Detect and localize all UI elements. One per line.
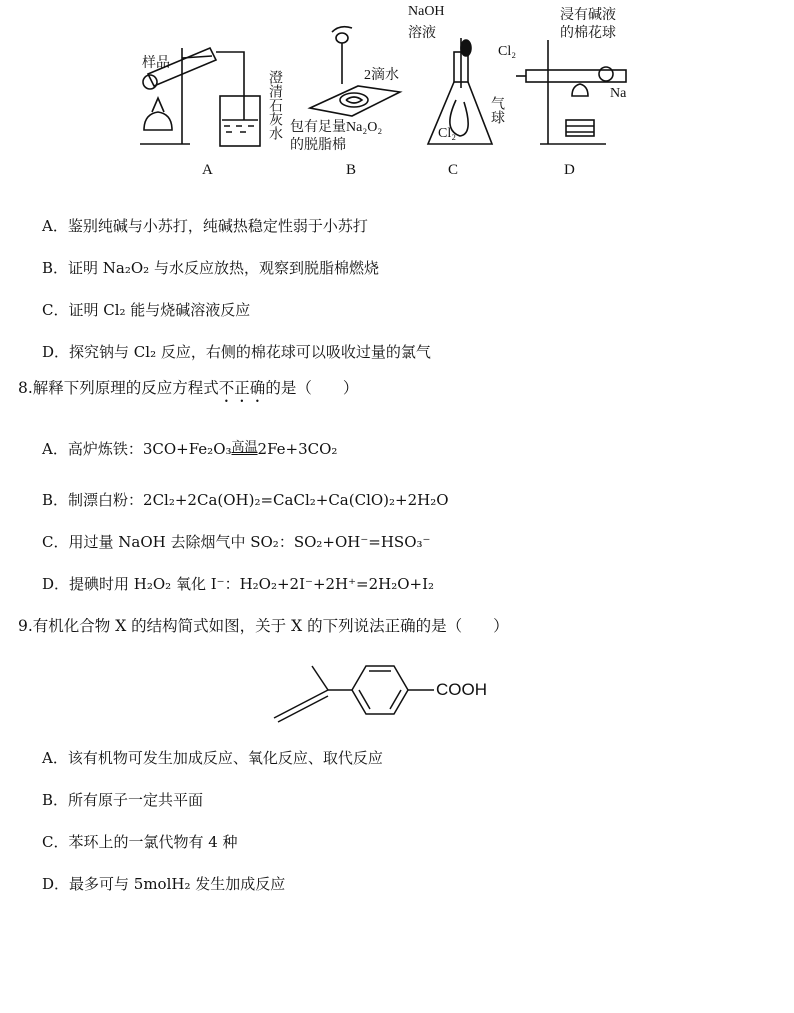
q8-stem-emphasis: 不正确 — [218, 379, 266, 397]
q8-stem-after: 的是（ ） — [265, 379, 359, 397]
label-sample: 样品 — [142, 56, 170, 71]
q9-option-a: A．该有机物可发生加成反应、氧化反应、取代反应 — [42, 749, 383, 767]
structure-drawing — [268, 652, 528, 728]
label-alkali-cotton-1: 浸有碱液 — [560, 8, 616, 23]
label-na: Na — [610, 86, 627, 101]
q8-option-a — [42, 438, 337, 459]
label-na2o2-cotton-1: 包有足量Na₂O₂ — [290, 120, 383, 135]
q8-option-c: C．用过量 NaOH 去除烟气中 SO₂：SO₂+OH⁻=HSO₃⁻ — [42, 533, 431, 551]
q8-option-a-suffix: 2Fe+3CO₂ — [257, 440, 338, 458]
q9-stem: 9.有机化合物 X 的结构简式如图，关于 X 的下列说法正确的是（ ） — [18, 617, 509, 635]
q9-option-d: D．最多可与 5molH₂ 发生加成反应 — [42, 875, 286, 893]
q7-option-c: C．证明 Cl₂ 能与烧碱溶液反应 — [42, 301, 251, 319]
figure-label-a: A — [202, 162, 213, 178]
label-d-cl2: Cl₂ — [498, 44, 517, 59]
label-limewater: 澄清石灰水 — [267, 70, 282, 140]
label-c-cl2: Cl₂ — [438, 126, 457, 141]
q8-option-a-prefix: A．高炉炼铁：3CO+Fe₂O₃ — [42, 440, 232, 458]
figure-label-d: D — [564, 162, 575, 178]
figure-label-b: B — [346, 162, 357, 178]
q8-stem-before: 8.解释下列原理的反应方程式 — [18, 379, 219, 397]
q8-option-d: D．提碘时用 H₂O₂ 氧化 I⁻：H₂O₂+2I⁻+2H⁺=2H₂O+I₂ — [42, 575, 435, 593]
label-water-drops: 2滴水 — [364, 68, 399, 83]
label-balloon: 气球 — [489, 96, 504, 124]
q7-option-d: D．探究钠与 Cl₂ 反应，右侧的棉花球可以吸收过量的氯气 — [42, 343, 431, 361]
structure-cooh-label: COOH — [436, 680, 487, 699]
q7-option-b: B．证明 Na₂O₂ 与水反应放热，观察到脱脂棉燃烧 — [42, 259, 379, 277]
label-naoh: NaOH — [408, 4, 445, 19]
label-na2o2-cotton-2: 的脱脂棉 — [290, 138, 346, 153]
q8-option-a-condition: 高温 — [231, 440, 258, 455]
label-solution: 溶液 — [408, 26, 436, 41]
figure-label-c: C — [448, 162, 459, 178]
q8-option-b: B．制漂白粉：2Cl₂+2Ca(OH)₂=CaCl₂+Ca(ClO)₂+2H₂O — [42, 491, 449, 509]
q9-structure — [268, 652, 528, 728]
q9-option-c: C．苯环上的一氯代物有 4 种 — [42, 833, 238, 851]
q9-option-b: B．所有原子一定共平面 — [42, 791, 204, 809]
label-alkali-cotton-2: 的棉花球 — [560, 26, 616, 41]
q8-stem — [18, 378, 358, 406]
q7-option-a: A．鉴别纯碱与小苏打，纯碱热稳定性弱于小苏打 — [42, 217, 368, 235]
